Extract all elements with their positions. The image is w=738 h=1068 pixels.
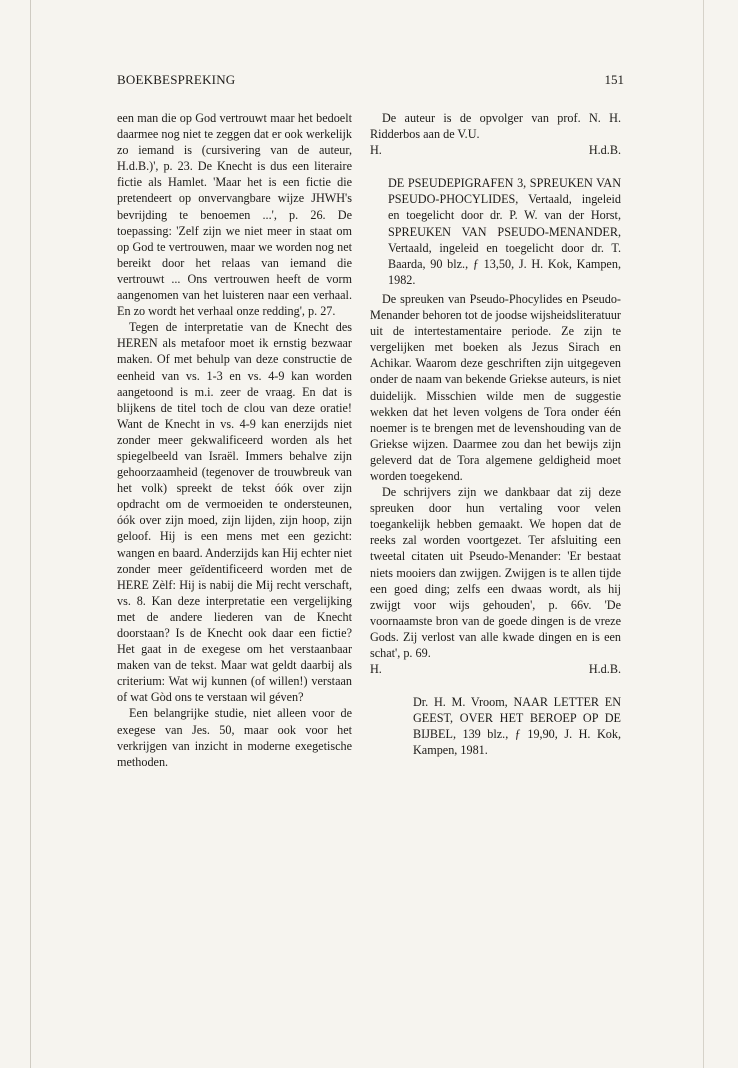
left-paragraph-1: een man die op God vertrouwt maar het bedoelt daarmee nog niet te zeggen dat er ook werkelijk zo iemand is (cursivering van de auteur, H.d.B.)', p. 23. De Knecht is dus een literaire fictie als Hamlet. 'Maar het is een fictie die pretendeert op onvervangbare wijze JHWH's bevrijding te benoemen ...', p. 26. De toepassing: 'Zelf zijn we niet meer in staat om op God te vertrouwen, maar we worden nog net bereikt door het relaas van iemand die vertrouwt ... Ons vertrouwen heeft de vorm aangenomen van het luisteren naar een verhaal. En zo wordt het verhaal onze redding', p. 27. (117, 111, 352, 319)
right-paragraph-2: De spreuken van Pseudo-Phocylides en Pseudo-Menander behoren tot de joodse wijsheidsliteratuur uit de intertestamentaire periode. Ze zijn te vergelijken met boeken als Jezus Sirach en Achikar. Waarom deze geschriften zijn uitgegeven onder de naam van bekende Griekse auteurs, is niet duidelijk. Misschien wilde men de suggestie wekken dat het leven volgens de Tora onder één noemer is te brengen met de levenshouding van de Griekse wijzen. Daarmee zou dan het bewijs zijn geleverd dat de Tora algemene geldigheid moet worden toegekend. (370, 291, 621, 483)
signature-2-right: H.d.B. (588, 662, 621, 677)
book-heading-2: Dr. H. M. Vroom, NAAR LETTER EN GEEST, OVER HET BEROEP OP DE BIJBEL, 139 blz., ƒ 19,90, J. H. Kok, Kampen, 1981. (413, 695, 621, 758)
page-number: 151 (604, 72, 624, 87)
signature-2 (370, 661, 621, 677)
right-column (370, 110, 621, 759)
scan-edge-left (30, 0, 31, 1068)
running-title: BOEKBESPREKING (117, 72, 236, 87)
signature-1 (370, 142, 621, 158)
signature-1-left: H. (370, 143, 382, 158)
left-paragraph-2: Tegen de interpretatie van de Knecht des HEREN als metafoor moet ik ernstig bezwaar maken. Of met behulp van deze constructie de eenheid van vs. 1-3 en vs. 4-9 kan worden aangetoond is m.i. zeer de vraag. En dat is blijkens de titel toch de clou van deze oratie! Want de Knecht in vs. 4-9 kan enerzijds niet zonder meer gekwalificeerd worden als het spiegelbeeld van Israël. Immers behalve zijn gehoorzaamheid (tegenover de trouwbreuk van het volk) spreekt de tekst óók over zijn opdracht om de vermoeiden te ondersteunen, óók over zijn moed, zijn lijden, zijn hoop, zijn geloof. Hij is een mens met een gezicht: wangen en baard. Anderzijds kan Hij echter niet zonder meer geïdentificeerd worden met de HERE Zèlf: Hij is nabij die Mij recht verschaft, vs. 8. Kan deze interpretatie een vergelijking met de andere liederen van de Knecht doorstaan? Is de Knecht ook daar een fictie? Het gaat in de exegese om het verstaanbaar maken van de tekst. Maar wat geldt daarbij als criterium: Wat wij kunnen (of willen!) verstaan of wat Gòd ons te verstaan wil géven? (117, 320, 352, 705)
right-paragraph-3: De schrijvers zijn we dankbaar dat zij deze spreuken door hun vertaling voor velen toegankelijk hebben gemaakt. We hopen dat de reeks zal worden voortgezet. Ter afsluiting een tweetal citaten uit Pseudo-Menander: 'Er bestaat niets mooiers dan zwijgen. Zwijgen is te allen tijde een goed ding; zelfs een dwaas wordt, als hij zwijgt voor wijs gehouden', p. 66v. 'De voornaamste bron van de goede dingen is de vreze Gods. Zij verlost van alle kwade dingen en is een schat', p. 69. (370, 485, 621, 660)
left-paragraph-3: Een belangrijke studie, niet alleen voor de exegese van Jes. 50, maar ook voor het verkrijgen van inzicht in moderne exegetische methoden. (117, 706, 352, 769)
book-heading-1: DE PSEUDEPIGRAFEN 3, SPREUKEN VAN PSEUDO-PHOCYLIDES, Vertaald, ingeleid en toegelicht door dr. P. W. van der Horst, SPREUKEN VAN PSEUDO-MENANDER, Vertaald, ingeleid en toegelicht door dr. T. Baarda, 90 blz., ƒ 13,50, J. H. Kok, Kampen, 1982. (388, 176, 621, 287)
running-header (117, 72, 624, 92)
signature-1-right: H.d.B. (588, 143, 621, 158)
right-paragraph-1: De auteur is de opvolger van prof. N. H. Ridderbos aan de V.U. (370, 111, 621, 142)
left-column (117, 110, 352, 770)
signature-2-left: H. (370, 662, 382, 677)
scan-edge-right (703, 0, 704, 1068)
